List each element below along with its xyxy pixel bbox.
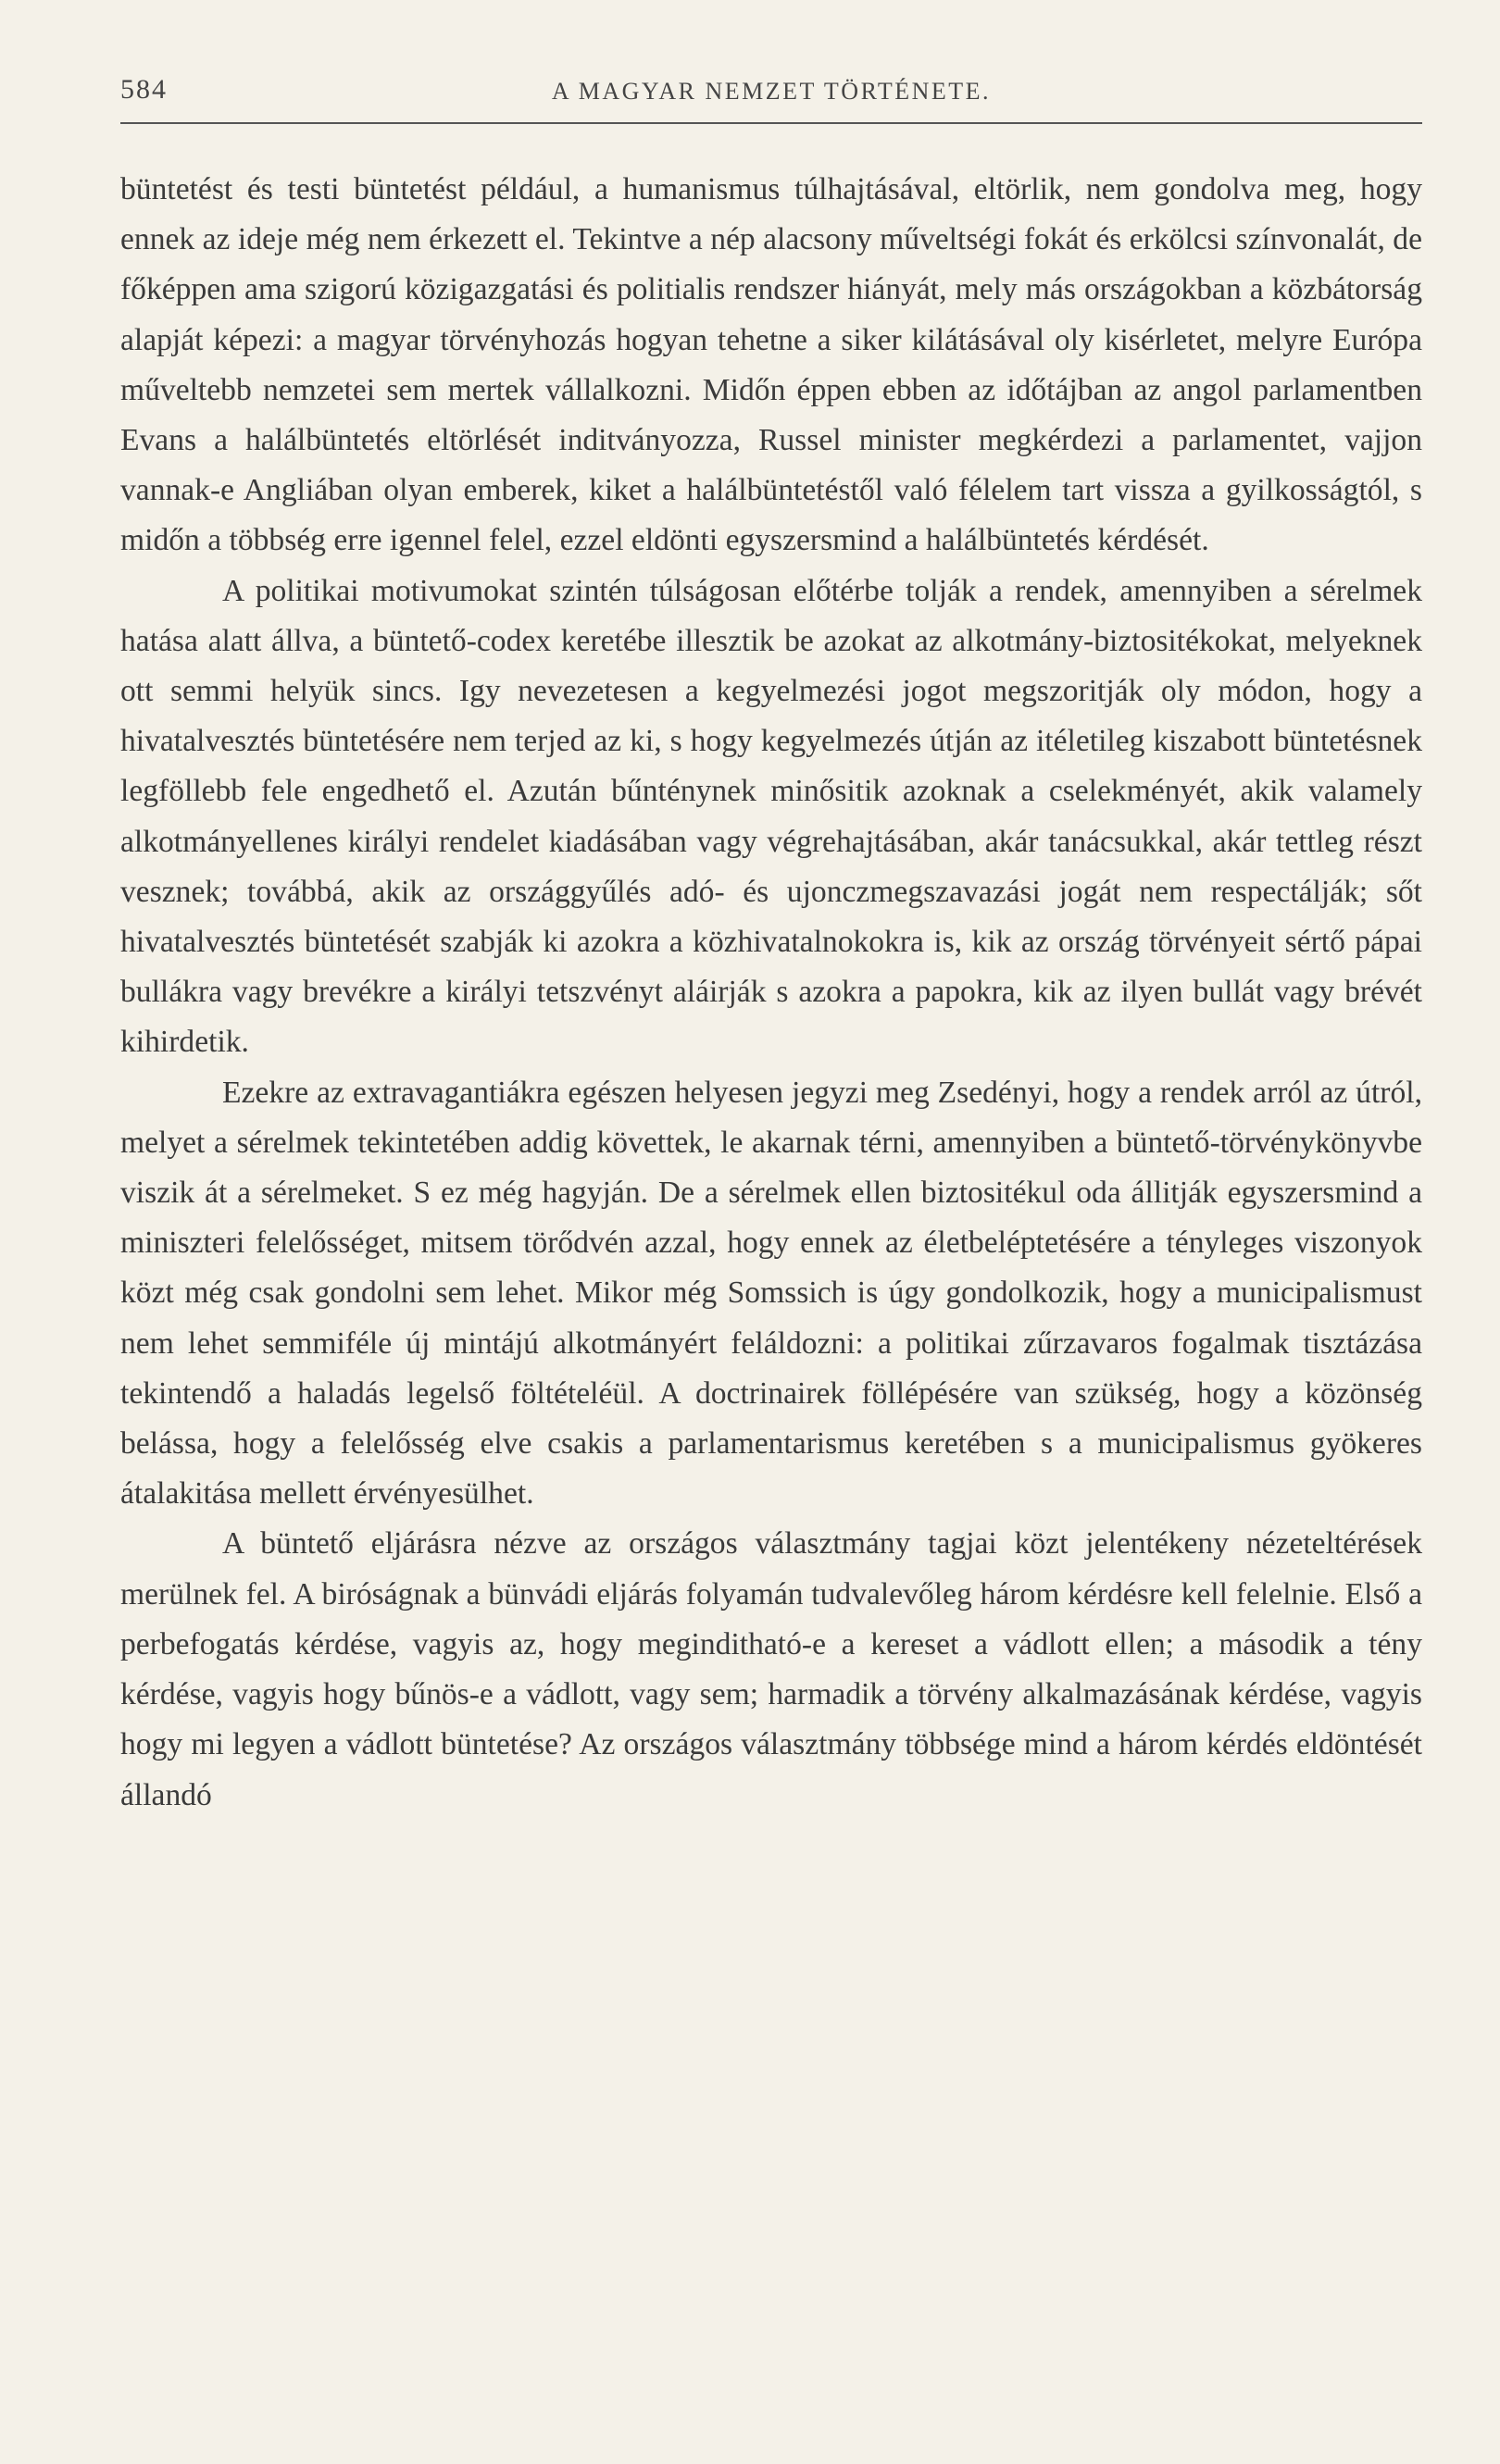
body-text bbox=[120, 165, 1422, 1821]
page-header bbox=[120, 65, 1422, 124]
paragraph-3: Ezekre az extravagantiákra egészen helyesen jegyzi meg Zsedényi, hogy a rendek arról az útról, melyet a sérelmek tekintetében addig követtek, le akarnak térni, amennyiben a büntető-törvénykönyvbe viszik át a sérelmeket. S ez még hagyján. De a sérelmek ellen biztositékul oda állitják egyszersmind a miniszteri felelősséget, mitsem törődvén azzal, hogy ennek az életbeléptetésére a tényleges viszonyok közt még csak gondolni sem lehet. Mikor még Somssich is úgy gondolkozik, hogy a municipalismust nem lehet semmiféle új mintájú alkotmányért feláldozni: a politikai zűrzavaros fogalmak tisztázása tekintendő a haladás legelső föltételéül. A doctrinairek föllépésére van szükség, hogy a közönség belássa, hogy a felelősség elve csakis a parlamentarismus keretében s a municipalismus gyökeres átalakitása mellett érvényesülhet. bbox=[120, 1075, 1422, 1512]
paragraph-1: büntetést és testi büntetést például, a humanismus túlhajtásával, eltörlik, nem gondolva meg, hogy ennek az ideje még nem érkezett el. Tekintve a nép alacsony műveltségi fokát és erkölcsi színvonalát, de főképpen ama szigorú közigazgatási és politialis rendszer hiányát, mely más országokban a közbátorság alapját képezi: a magyar törvényhozás hogyan tehetne a siker kilátásával oly kisérletet, melyre Európa műveltebb nemzetei sem mertek vállalkozni. Midőn éppen ebben az időtájban az angol parlamentben Evans a halálbüntetés eltörlését inditványozza, Russel minister megkérdezi a parlamentet, vajjon vannak-e Angliában olyan emberek, kiket a halálbüntetéstől való félelem tart vissza a gyilkosságtól, s midőn a többség erre igennel felel, ezzel eldönti egyszersmind a halálbüntetés kérdését. bbox=[120, 172, 1422, 558]
running-title: A MAGYAR NEMZET TÖRTÉNETE. bbox=[551, 78, 992, 105]
paragraph-4: A büntető eljárásra nézve az országos választmány tagjai közt jelentékeny nézeteltérések merülnek fel. A biróságnak a bünvádi eljárás folyamán tudvalevőleg három kérdésre kell felelnie. Első a perbefogatás kérdése, vagyis az, hogy meginditható-e a kereset a vádlott ellen; a második a tény kérdése, vagyis hogy bűnös-e a vádlott, vagy sem; harmadik a törvény alkalmazásának kérdése, vagyis hogy mi legyen a vádlott büntetése? Az országos választmány többsége mind a három kérdés eldöntését állandó bbox=[120, 1526, 1422, 1812]
page-number: 584 bbox=[120, 74, 168, 105]
paragraph-2: A politikai motivumokat szintén túlságosan előtérbe tolják a rendek, amennyiben a sérelmek hatása alatt állva, a büntető-codex keretébe illesztik be azokat az alkotmány-biztositékokat, melyeknek ott semmi helyük sincs. Igy nevezetesen a kegyelmezési jogot megszoritják oly módon, hogy a hivatalvesztés büntetésére nem terjed az ki, s hogy kegyelmezés útján az itéletileg kiszabott büntetésnek legföllebb fele engedhető el. Azután bűnténynek minősitik azoknak a cselekményét, akik valamely alkotmányellenes királyi rendelet kiadásában vagy végrehajtásában, akár tanácsukkal, akár tettleg részt vesznek; továbbá, akik az országgyűlés adó- és ujonczmegszavazási jogát nem respectálják; sőt hivatalvesztés büntetését szabják ki azokra a közhivatalnokokra is, kik az ország törvényeit sértő pápai bullákra vagy brevékre a királyi tetszvényt aláirják s azokra a papokra, kik az ilyen bullát vagy brévét kihirdetik. bbox=[120, 573, 1422, 1060]
book-page bbox=[120, 65, 1422, 1821]
